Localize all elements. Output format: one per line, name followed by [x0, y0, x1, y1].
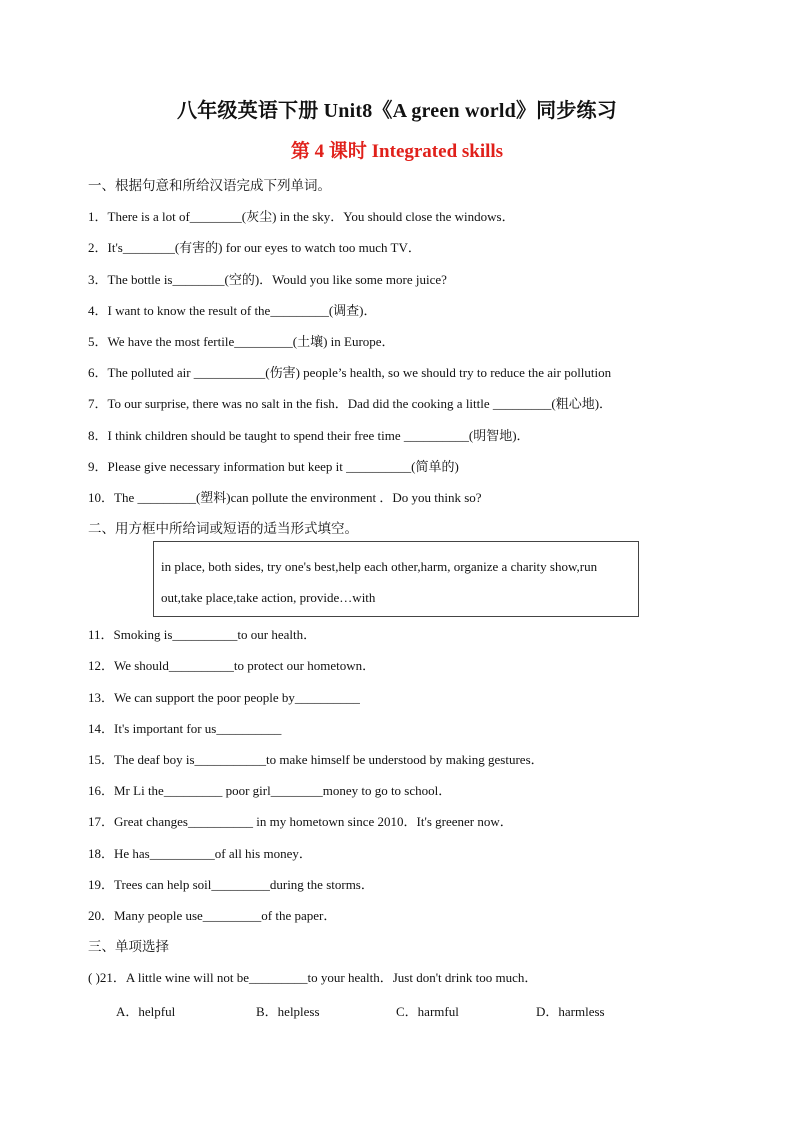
question-11: 11．Smoking is__________to our health．: [88, 627, 317, 642]
question-19: 19．Trees can help soil_________during the storms．: [88, 877, 374, 892]
question-6: 6．The polluted air ___________(伤害) people’s health, so we should try to reduce the air pollution: [88, 365, 612, 380]
option-c: C．harmful: [396, 1004, 459, 1019]
question-5: 5．We have the most fertile_________(土壤) in Europe．: [88, 334, 395, 349]
section-1-heading: 一、根据句意和所给汉语完成下列单词。: [88, 178, 331, 193]
lesson-subtitle: 第 4 课时 Integrated skills: [290, 141, 504, 162]
word-box: in place, both sides, try one's best,help each other,harm, organize a charity show,run out,take place,take action, provide…with: [153, 541, 639, 617]
option-a: A．helpful: [116, 1004, 176, 1019]
question-1: 1．There is a lot of________(灰尘) in the sky．You should close the windows．: [88, 209, 515, 224]
option-d: D．harmless: [536, 1004, 605, 1019]
question-18: 18．He has__________of all his money．: [88, 846, 312, 861]
question-9: 9．Please give necessary information but keep it __________(简单的): [88, 459, 459, 474]
question-10: 10．The _________(塑料)can pollute the environment ．Do you think so?: [88, 490, 482, 505]
question-2: 2．It's________(有害的) for our eyes to watch too much TV．: [88, 240, 421, 255]
section-3-heading: 三、单项选择: [88, 939, 169, 954]
question-21: ( )21．A little wine will not be_________to your health．Just don't drink too much．: [88, 970, 538, 985]
question-8: 8．I think children should be taught to spend their free time __________(明智地)．: [88, 428, 530, 443]
page-title: 八年级英语下册 Unit8《A green world》同步练习: [177, 100, 617, 122]
question-15: 15．The deaf boy is___________to make himself be understood by making gestures．: [88, 752, 544, 767]
question-12: 12．We should__________to protect our hometown．: [88, 658, 376, 673]
question-3: 3．The bottle is________(空的)．Would you like some more juice?: [88, 272, 447, 287]
option-b: B．helpless: [256, 1004, 320, 1019]
question-13: 13．We can support the poor people by__________: [88, 690, 360, 705]
question-14: 14．It's important for us__________: [88, 721, 282, 736]
question-16: 16．Mr Li the_________ poor girl________money to go to school．: [88, 783, 452, 798]
question-17: 17．Great changes__________ in my hometown since 2010．It's greener now．: [88, 814, 513, 829]
question-20: 20．Many people use_________of the paper．: [88, 908, 337, 923]
section-2-heading: 二、用方框中所给词或短语的适当形式填空。: [88, 521, 358, 536]
question-4: 4．I want to know the result of the_________(调查)．: [88, 303, 377, 318]
question-7: 7．To our surprise, there was no salt in the fish．Dad did the cooking a little _________(粗心地)．: [88, 396, 613, 411]
